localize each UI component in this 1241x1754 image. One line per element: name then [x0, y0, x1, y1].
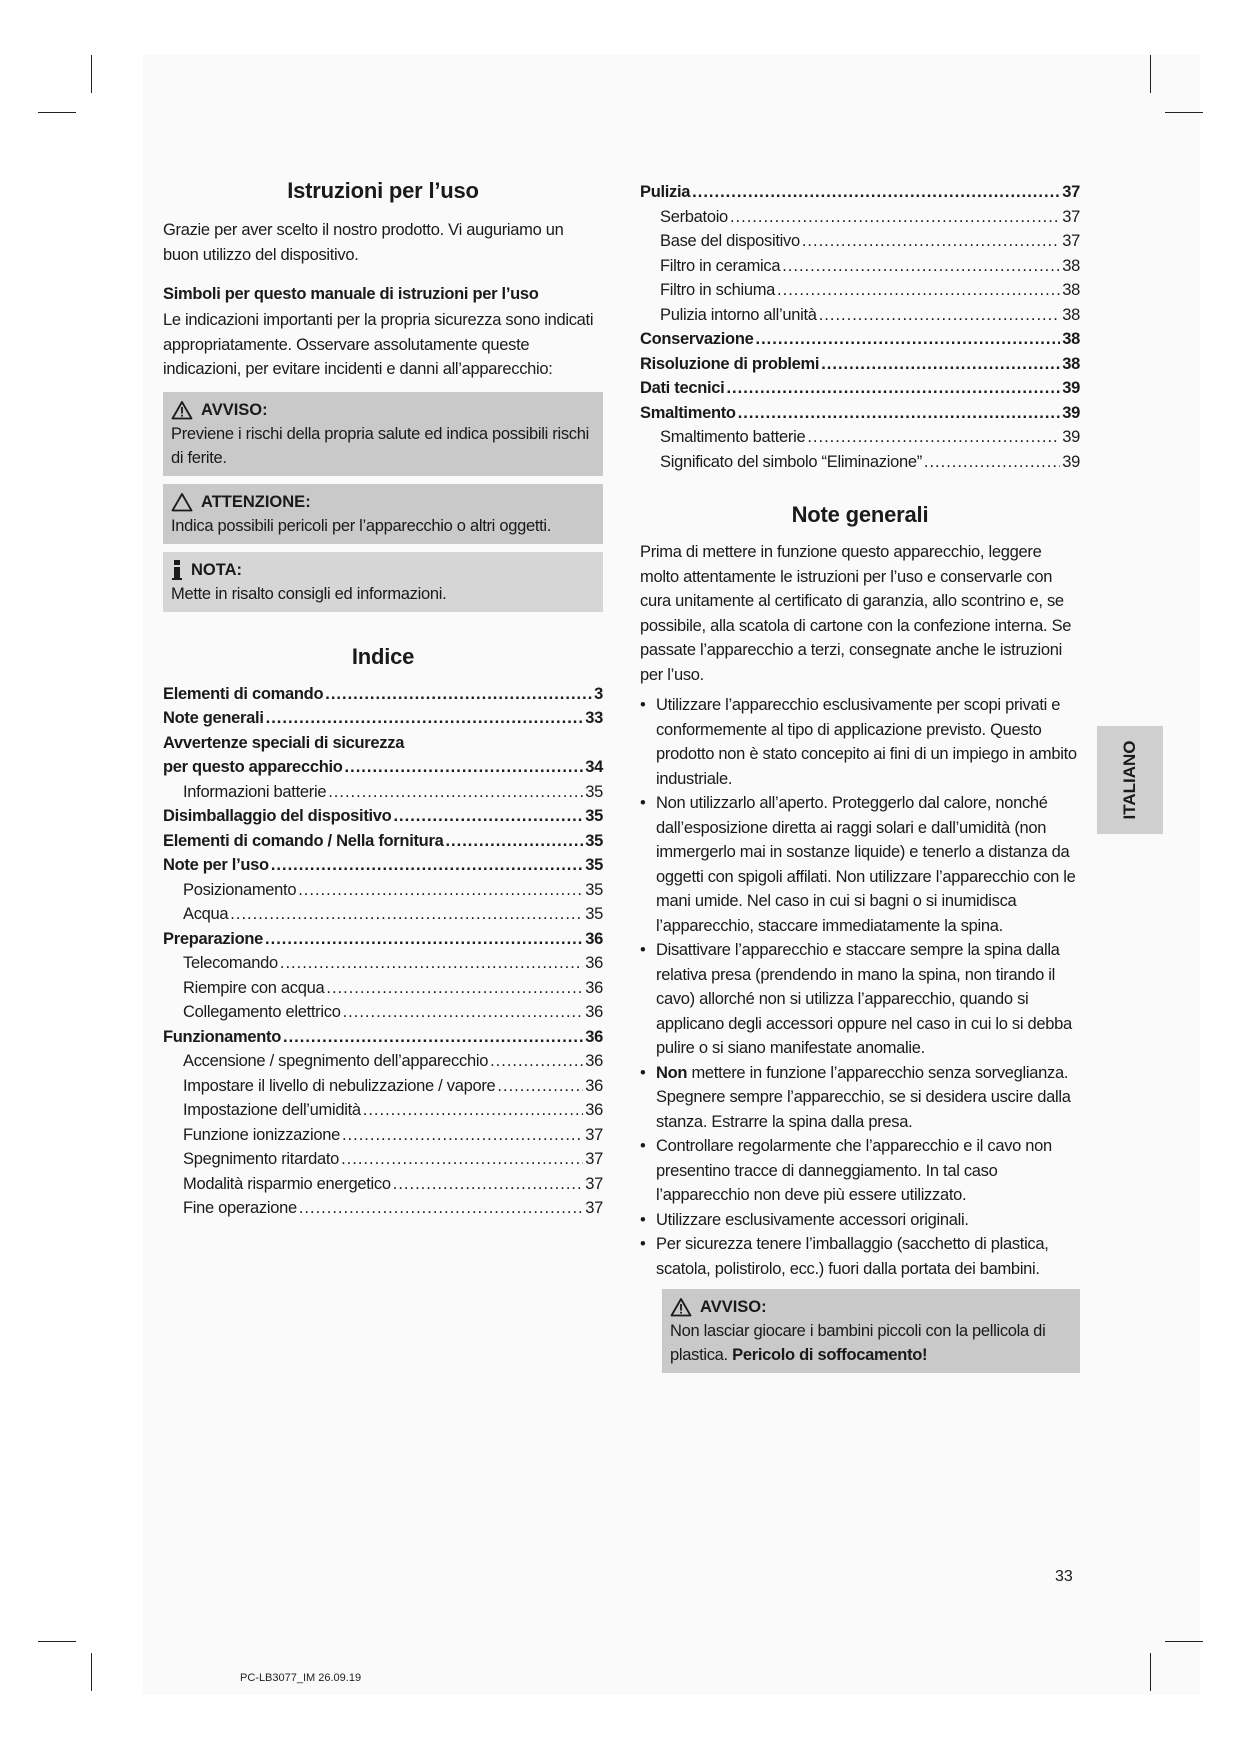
list-item: • Utilizzare l’apparecchio esclusivamente per scopi privati e conformemente al tipo di applicazione previsto. Questo prodotto non è stato concepito ai fini di un impiego in ambito industriale. — [640, 693, 1080, 791]
toc-entry[interactable]: Note generali ..... 33 — [163, 706, 603, 731]
right-column — [640, 180, 1080, 1373]
toc-entry[interactable]: Preparazione ..... 36 — [163, 927, 603, 952]
toc-entry[interactable]: Serbatoio ..... 37 — [640, 205, 1080, 230]
toc-entry[interactable]: Telecomando ..... 36 — [163, 951, 603, 976]
symbols-heading: Simboli per questo manuale di istruzioni per l’uso — [163, 285, 539, 303]
attenzione-title: ATTENZIONE: — [201, 492, 311, 511]
warning-triangle-icon — [670, 1297, 692, 1317]
toc-entry[interactable]: Filtro in schiuma ..... 38 — [640, 278, 1080, 303]
language-label: ITALIANO — [1120, 740, 1139, 820]
caution-triangle-icon — [171, 492, 193, 512]
index-title: Indice — [351, 643, 415, 669]
toc-entry[interactable]: Conservazione ..... 38 — [640, 327, 1080, 352]
toc-right — [640, 180, 1080, 474]
warning-triangle-icon — [171, 400, 193, 420]
toc-entry[interactable]: Spegnimento ritardato ..... 37 — [163, 1147, 603, 1172]
left-column — [163, 178, 603, 1221]
language-tab — [1097, 726, 1163, 834]
list-item: • Utilizzare esclusivamente accessori originali. — [640, 1208, 1080, 1233]
crop-mark — [38, 112, 76, 113]
toc-entry[interactable]: Risoluzione di problemi ..... 38 — [640, 352, 1080, 377]
page-title: Istruzioni per l’uso — [287, 178, 479, 203]
toc-entry[interactable]: Accensione / spegnimento dell’apparecchio ..... 36 — [163, 1049, 603, 1074]
crop-mark — [91, 1653, 92, 1691]
crop-mark — [38, 1641, 76, 1642]
toc-entry[interactable]: Pulizia ..... 37 — [640, 180, 1080, 205]
toc-entry[interactable]: Acqua ..... 35 — [163, 902, 603, 927]
toc-entry[interactable]: Elementi di comando ..... 3 — [163, 682, 603, 707]
page-number: 33 — [1055, 1568, 1073, 1585]
list-item — [640, 1061, 1080, 1135]
avviso-header — [670, 1295, 1072, 1319]
toc-entry[interactable]: Filtro in ceramica ..... 38 — [640, 254, 1080, 279]
toc-entry[interactable]: Informazioni batterie ..... 35 — [163, 780, 603, 805]
nota-text: Mette in risalto consigli ed informazioni. — [171, 584, 447, 603]
attenzione-header — [171, 490, 595, 514]
list-item: • Controllare regolarmente che l’apparecchio e il cavo non presentino tracce di danneggiamento. In tal caso l’apparecchio non deve più essere utilizzato. — [640, 1134, 1080, 1208]
crop-mark — [1150, 1653, 1151, 1691]
avviso-emphasis: Pericolo di soffocamento! — [732, 1346, 928, 1364]
toc-entry[interactable]: Funzionamento ..... 36 — [163, 1025, 603, 1050]
note-generali-intro: Prima di mettere in funzione questo apparecchio, leggere molto attentamente le istruzioni per l’uso e conservarle con cura unitamente al certificato di garanzia, allo scontrino e, se possibile, alla scatola di cartone con la confezione interna. Se passate l’apparecchio a terzi, consegnate anche le istruzioni per l’uso. — [640, 543, 1072, 684]
bullet-text: mettere in funzione l’apparecchio senza sorveglianza. Spegnere sempre l’apparecchio, se si desidera uscire dalla stanza. Estrarre la spina dalla presa. — [656, 1063, 1071, 1131]
toc-entry[interactable]: Elementi di comando / Nella fornitura ..... 35 — [163, 829, 603, 854]
avviso-text — [670, 1319, 1072, 1367]
toc-entry[interactable]: Impostazione dell’umidità ..... 36 — [163, 1098, 603, 1123]
crop-mark — [91, 55, 92, 93]
avviso-box-right — [662, 1289, 1080, 1373]
toc-entry[interactable]: Avvertenze speciali di sicurezza — [163, 733, 405, 752]
intro-text: Grazie per aver scelto il nostro prodotto. Vi auguriamo un buon utilizzo del dispositivo. — [163, 221, 564, 264]
nota-title: NOTA: — [191, 560, 243, 579]
list-item: • Per sicurezza tenere l’imballaggio (sacchetto di plastica, scatola, polistirolo, ecc.) fuori dalla portata dei bambini. — [640, 1232, 1080, 1281]
toc-entry[interactable]: Note per l’uso ..... 35 — [163, 853, 603, 878]
toc-entry[interactable]: Posizionamento ..... 35 — [163, 878, 603, 903]
attenzione-text: Indica possibili pericoli per l’apparecchio o altri oggetti. — [171, 516, 552, 535]
avviso-header — [171, 398, 595, 422]
list-item: • Disattivare l’apparecchio e staccare sempre la spina dalla relativa presa (prendendo in mano la spina, non tirando il cavo) allorché non si utilizza l’apparecchio, quando si applicano degli accessori oppure nel caso in cui lo si debba pulire o si siano manifestate anomalie. — [640, 938, 1080, 1061]
avviso-text: Previene i rischi della propria salute ed indica possibili rischi di ferite. — [171, 424, 589, 467]
footer-code: PC-LB3077_IM 26.09.19 — [240, 1672, 362, 1684]
avviso-box — [163, 392, 603, 476]
toc-entry[interactable]: Significato del simbolo “Eliminazione” ..... 39 — [640, 450, 1080, 475]
toc-entry[interactable]: Base del dispositivo ..... 37 — [640, 229, 1080, 254]
avviso-title: AVVISO: — [700, 1298, 767, 1316]
toc-entry[interactable]: per questo apparecchio ..... 34 — [163, 755, 603, 780]
nota-header — [171, 558, 595, 582]
toc-entry[interactable]: Fine operazione ..... 37 — [163, 1196, 603, 1221]
crop-mark — [1165, 1641, 1203, 1642]
info-icon — [171, 559, 183, 581]
note-generali-title: Note generali — [791, 502, 929, 527]
crop-mark — [1150, 55, 1151, 93]
toc-entry[interactable]: Smaltimento batterie ..... 39 — [640, 425, 1080, 450]
toc-entry[interactable]: Collegamento elettrico ..... 36 — [163, 1000, 603, 1025]
avviso-body: Non lasciar giocare i bambini piccoli con la pellicola di plastica. — [670, 1322, 1046, 1364]
bullet-bold-word: Non — [656, 1063, 688, 1082]
toc-left — [163, 682, 603, 1221]
list-item: • Non utilizzarlo all’aperto. Proteggerlo dal calore, nonché dall’esposizione diretta ai raggi solari e dall’umidità (non immergerlo mai in sostanze liquide) e tenerlo a distanza da oggetti con spigoli affilati. Non utilizzare l’apparecchio con le mani umide. Nel caso in cui si bagni o si inumidisca l’apparecchio, staccare immediatamente la spina. — [640, 791, 1080, 938]
toc-entry[interactable]: Pulizia intorno all’unità ..... 38 — [640, 303, 1080, 328]
safety-list — [640, 693, 1080, 1281]
toc-entry[interactable]: Riempire con acqua ..... 36 — [163, 976, 603, 1001]
nota-box — [163, 552, 603, 612]
toc-entry[interactable]: Modalità risparmio energetico ..... 37 — [163, 1172, 603, 1197]
symbols-text: Le indicazioni importanti per la propria sicurezza sono indicati appropriatamente. Osservare assolutamente queste indicazioni, per evitare incidenti e danni all’apparecchio: — [163, 311, 594, 378]
avviso-title: AVVISO: — [201, 400, 268, 419]
toc-entry[interactable]: Dati tecnici ..... 39 — [640, 376, 1080, 401]
crop-mark — [1165, 112, 1203, 113]
toc-entry[interactable]: Impostare il livello di nebulizzazione / vapore ..... 36 — [163, 1074, 603, 1099]
toc-entry[interactable]: Smaltimento ..... 39 — [640, 401, 1080, 426]
toc-entry[interactable]: Funzione ionizzazione ..... 37 — [163, 1123, 603, 1148]
toc-entry[interactable]: Disimballaggio del dispositivo ..... 35 — [163, 804, 603, 829]
attenzione-box — [163, 484, 603, 544]
